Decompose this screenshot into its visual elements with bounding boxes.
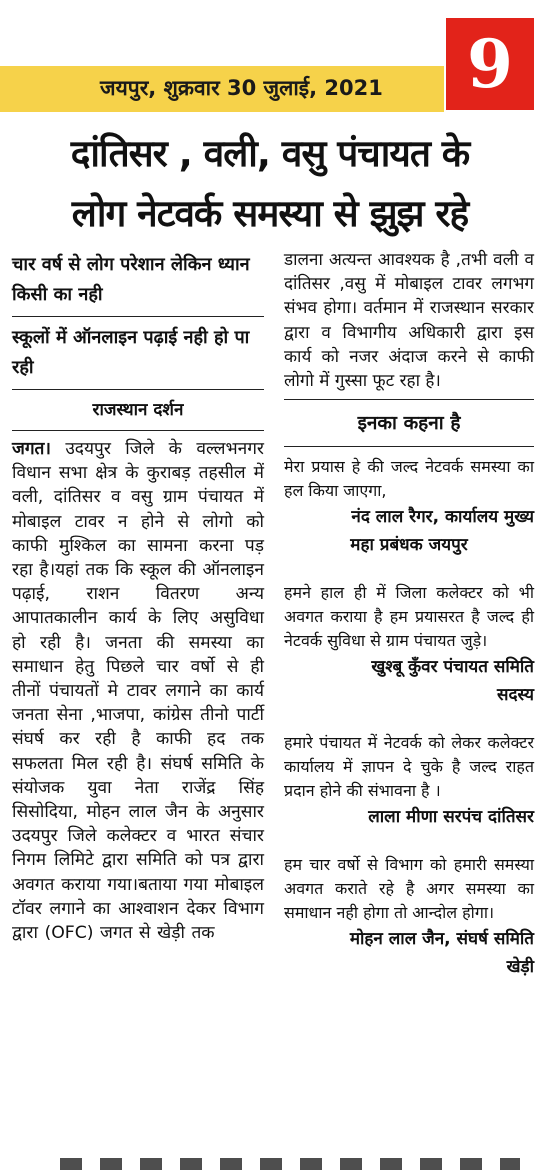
article-lead: जगत। — [12, 439, 51, 459]
subhead-2: स्कूलों में ऑनलाइन पढ़ाई नही हो पा रही — [12, 327, 250, 378]
dateline: जयपुर, शुक्रवार 30 जुलाई, 2021 — [100, 76, 383, 100]
divider — [12, 430, 264, 431]
quote-attribution: खुश्बू कुँवर पंचायत समिति — [371, 657, 534, 678]
quote-attribution: नंद लाल रैगर, कार्यालय मुख्य — [351, 507, 534, 528]
byline: राजस्थान दर्शन — [92, 400, 184, 420]
page-number-box: 9 — [446, 18, 534, 110]
quote-attribution: महा प्रबंधक जयपुर — [350, 535, 468, 556]
quote-text: हमारे पंचायत में नेटवर्क को लेकर कलेक्टर कार्यालय में ज्ञापन दे चुके है जल्द राहत प्रदान होने की संभावना है । — [284, 733, 534, 801]
quote-attribution: खेड़ी — [506, 957, 534, 978]
divider — [284, 399, 534, 400]
quote-attribution: लाला मीणा सरपंच दांतिसर — [368, 807, 534, 828]
quote-attribution: सदस्य — [497, 685, 534, 706]
divider — [12, 389, 264, 390]
quote-text: हम चार वर्षो से विभाग को हमारी समस्या अवगत कराते रहे है अगर समस्या का समाधान नही होगा तो आन्दोल होगा। — [284, 855, 534, 923]
next-headline-fragment — [60, 1158, 520, 1170]
subhead-1: चार वर्ष से लोग परेशान लेकिन ध्यान किसी का नही — [12, 254, 250, 305]
divider — [12, 316, 264, 317]
quotes-heading: इनका कहना है — [357, 412, 461, 435]
headline-line-2: लोग नेटवर्क समस्या से झुझ रहे — [71, 192, 469, 235]
right-column — [284, 248, 534, 981]
quote-text: हमने हाल ही में जिला कलेक्टर को भी अवगत कराया है हम प्रयासरत है जल्द ही नेटवर्क सुविधा से ग्राम पंचायत जुड़े। — [284, 583, 534, 651]
headline-line-1: दांतिसर , वली, वसु पंचायत के — [70, 132, 470, 175]
article-continuation: डालना अत्यन्त आवश्यक है ,तभी वली व दांतिसर ,वसु में मोबाइल टावर लगभग संभव होगा। वर्तमान में राजस्थान सरकार द्वारा व विभागीय अधिकारी द्वारा इस कार्य को नजर अंदाज करने से काफी लोगो में गुस्सा फूट रहा है। — [284, 250, 534, 392]
article-text: उदयपुर जिले के वल्लभनगर विधान सभा क्षेत्र के कुराबड़ तहसील में वली, दांतिसर व वसु ग्राम पंचायत में मोबाइल टावर न होने से लोगो को काफी मुश्किल का सामना करना पड़ रहा है।यहां तक कि स्कूल की ऑनलाइन पढ़ाई, राशन वितरण अन्य आपातकालीन कार्य के लिए असुविधा हो रही है। जनता की समस्या का समाधान हेतु पिछले चार वर्षो से ही तीनों पंचायतों मे टावर लगाने का कार्य जनता सेना ,भाजपा, कांग्रेस तीनो पार्टी संघर्ष कर रही है काफी हद तक सफलता मिल रही है। संघर्ष समिति के संयोजक युवा नेता राजेंद्र सिंह सिसोदिया, मोहन लाल जैन के अनुसार उदयपुर जिले कलेक्टर व भारत संचार निगम लिमिटे द्वारा समिति को पत्र द्वारा अवगत कराया गया।बताया गया मोबाइल टॉवर लगाने का आश्वाशन देकर विभाग द्वारा (OFC) जगत से खेड़ी तक — [12, 439, 264, 944]
headline — [8, 124, 532, 244]
article-body — [12, 437, 264, 945]
left-column — [12, 250, 264, 945]
quote-text: मेरा प्रयास हे की जल्द नेटवर्क समस्या का हल किया जाएगा, — [284, 457, 534, 501]
quote-attribution: मोहन लाल जैन, संघर्ष समिति — [349, 929, 534, 950]
divider — [284, 446, 534, 447]
